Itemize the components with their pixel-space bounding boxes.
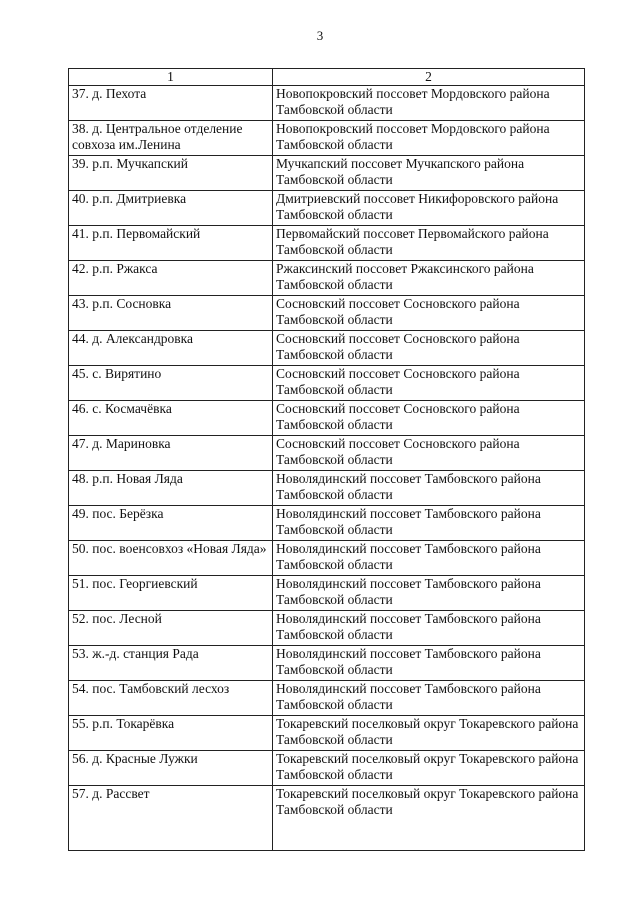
settlement-cell: 56. д. Красные Лужки [69, 751, 273, 786]
council-cell: Сосновский поссовет Сосновского района Тамбовской области [273, 436, 585, 471]
settlement-cell: 40. р.п. Дмитриевка [69, 191, 273, 226]
settlement-cell: 53. ж.-д. станция Рада [69, 646, 273, 681]
table-row [69, 226, 585, 261]
table-row [69, 436, 585, 471]
council-cell: Новолядинский поссовет Тамбовского района Тамбовской области [273, 646, 585, 681]
table-row [69, 611, 585, 646]
table-row [69, 191, 585, 226]
table-row [69, 86, 585, 121]
table-row [69, 541, 585, 576]
table-row [69, 366, 585, 401]
column-header-1: 1 [69, 69, 273, 86]
council-cell: Новолядинский поссовет Тамбовского района Тамбовской области [273, 506, 585, 541]
table-row [69, 786, 585, 851]
settlement-cell: 50. пос. военсовхоз «Новая Ляда» [69, 541, 273, 576]
council-cell: Дмитриевский поссовет Никифоровского района Тамбовской области [273, 191, 585, 226]
table-row [69, 296, 585, 331]
settlement-cell: 41. р.п. Первомайский [69, 226, 273, 261]
settlement-cell: 39. р.п. Мучкапский [69, 156, 273, 191]
council-cell: Сосновский поссовет Сосновского района Тамбовской области [273, 401, 585, 436]
settlement-cell: 55. р.п. Токарёвка [69, 716, 273, 751]
council-cell: Новолядинский поссовет Тамбовского района Тамбовской области [273, 541, 585, 576]
council-cell: Токаревский поселковый округ Токаревского района Тамбовской области [273, 716, 585, 751]
table-row [69, 121, 585, 156]
table-row [69, 506, 585, 541]
settlement-cell: 47. д. Мариновка [69, 436, 273, 471]
table-row [69, 471, 585, 506]
table-header-row [69, 69, 585, 86]
table-row [69, 576, 585, 611]
council-cell: Сосновский поссовет Сосновского района Тамбовской области [273, 366, 585, 401]
table-row [69, 331, 585, 366]
table-row [69, 751, 585, 786]
council-cell: Новолядинский поссовет Тамбовского района Тамбовской области [273, 681, 585, 716]
settlement-cell: 42. р.п. Ржакса [69, 261, 273, 296]
table-row [69, 156, 585, 191]
council-cell: Первомайский поссовет Первомайского района Тамбовской области [273, 226, 585, 261]
settlement-cell: 43. р.п. Сосновка [69, 296, 273, 331]
settlement-cell: 38. д. Центральное отделение совхоза им.Ленина [69, 121, 273, 156]
column-header-2: 2 [273, 69, 585, 86]
council-cell: Новолядинский поссовет Тамбовского района Тамбовской области [273, 576, 585, 611]
page-number: 3 [316, 28, 324, 43]
council-cell: Новолядинский поссовет Тамбовского района Тамбовской области [273, 611, 585, 646]
settlement-cell: 44. д. Александровка [69, 331, 273, 366]
settlement-cell: 54. пос. Тамбовский лесхоз [69, 681, 273, 716]
settlement-cell: 48. р.п. Новая Ляда [69, 471, 273, 506]
table-row [69, 261, 585, 296]
council-cell: Ржаксинский поссовет Ржаксинского района Тамбовской области [273, 261, 585, 296]
settlement-cell: 37. д. Пехота [69, 86, 273, 121]
table-row [69, 646, 585, 681]
settlement-cell: 45. с. Вирятино [69, 366, 273, 401]
settlements-table [68, 68, 585, 851]
council-cell: Новопокровский поссовет Мордовского района Тамбовской области [273, 121, 585, 156]
table-row [69, 681, 585, 716]
council-cell: Токаревский поселковый округ Токаревского района Тамбовской области [273, 751, 585, 786]
council-cell: Сосновский поссовет Сосновского района Тамбовской области [273, 331, 585, 366]
settlement-cell: 57. д. Рассвет [69, 786, 273, 851]
council-cell: Новопокровский поссовет Мордовского района Тамбовской области [273, 86, 585, 121]
council-cell: Токаревский поселковый округ Токаревского района Тамбовской области [273, 786, 585, 851]
table-row [69, 401, 585, 436]
settlement-cell: 46. с. Космачёвка [69, 401, 273, 436]
settlement-cell: 49. пос. Берёзка [69, 506, 273, 541]
council-cell: Сосновский поссовет Сосновского района Тамбовской области [273, 296, 585, 331]
council-cell: Новолядинский поссовет Тамбовского района Тамбовской области [273, 471, 585, 506]
settlement-cell: 52. пос. Лесной [69, 611, 273, 646]
settlement-cell: 51. пос. Георгиевский [69, 576, 273, 611]
table-row [69, 716, 585, 751]
council-cell: Мучкапский поссовет Мучкапского района Тамбовской области [273, 156, 585, 191]
